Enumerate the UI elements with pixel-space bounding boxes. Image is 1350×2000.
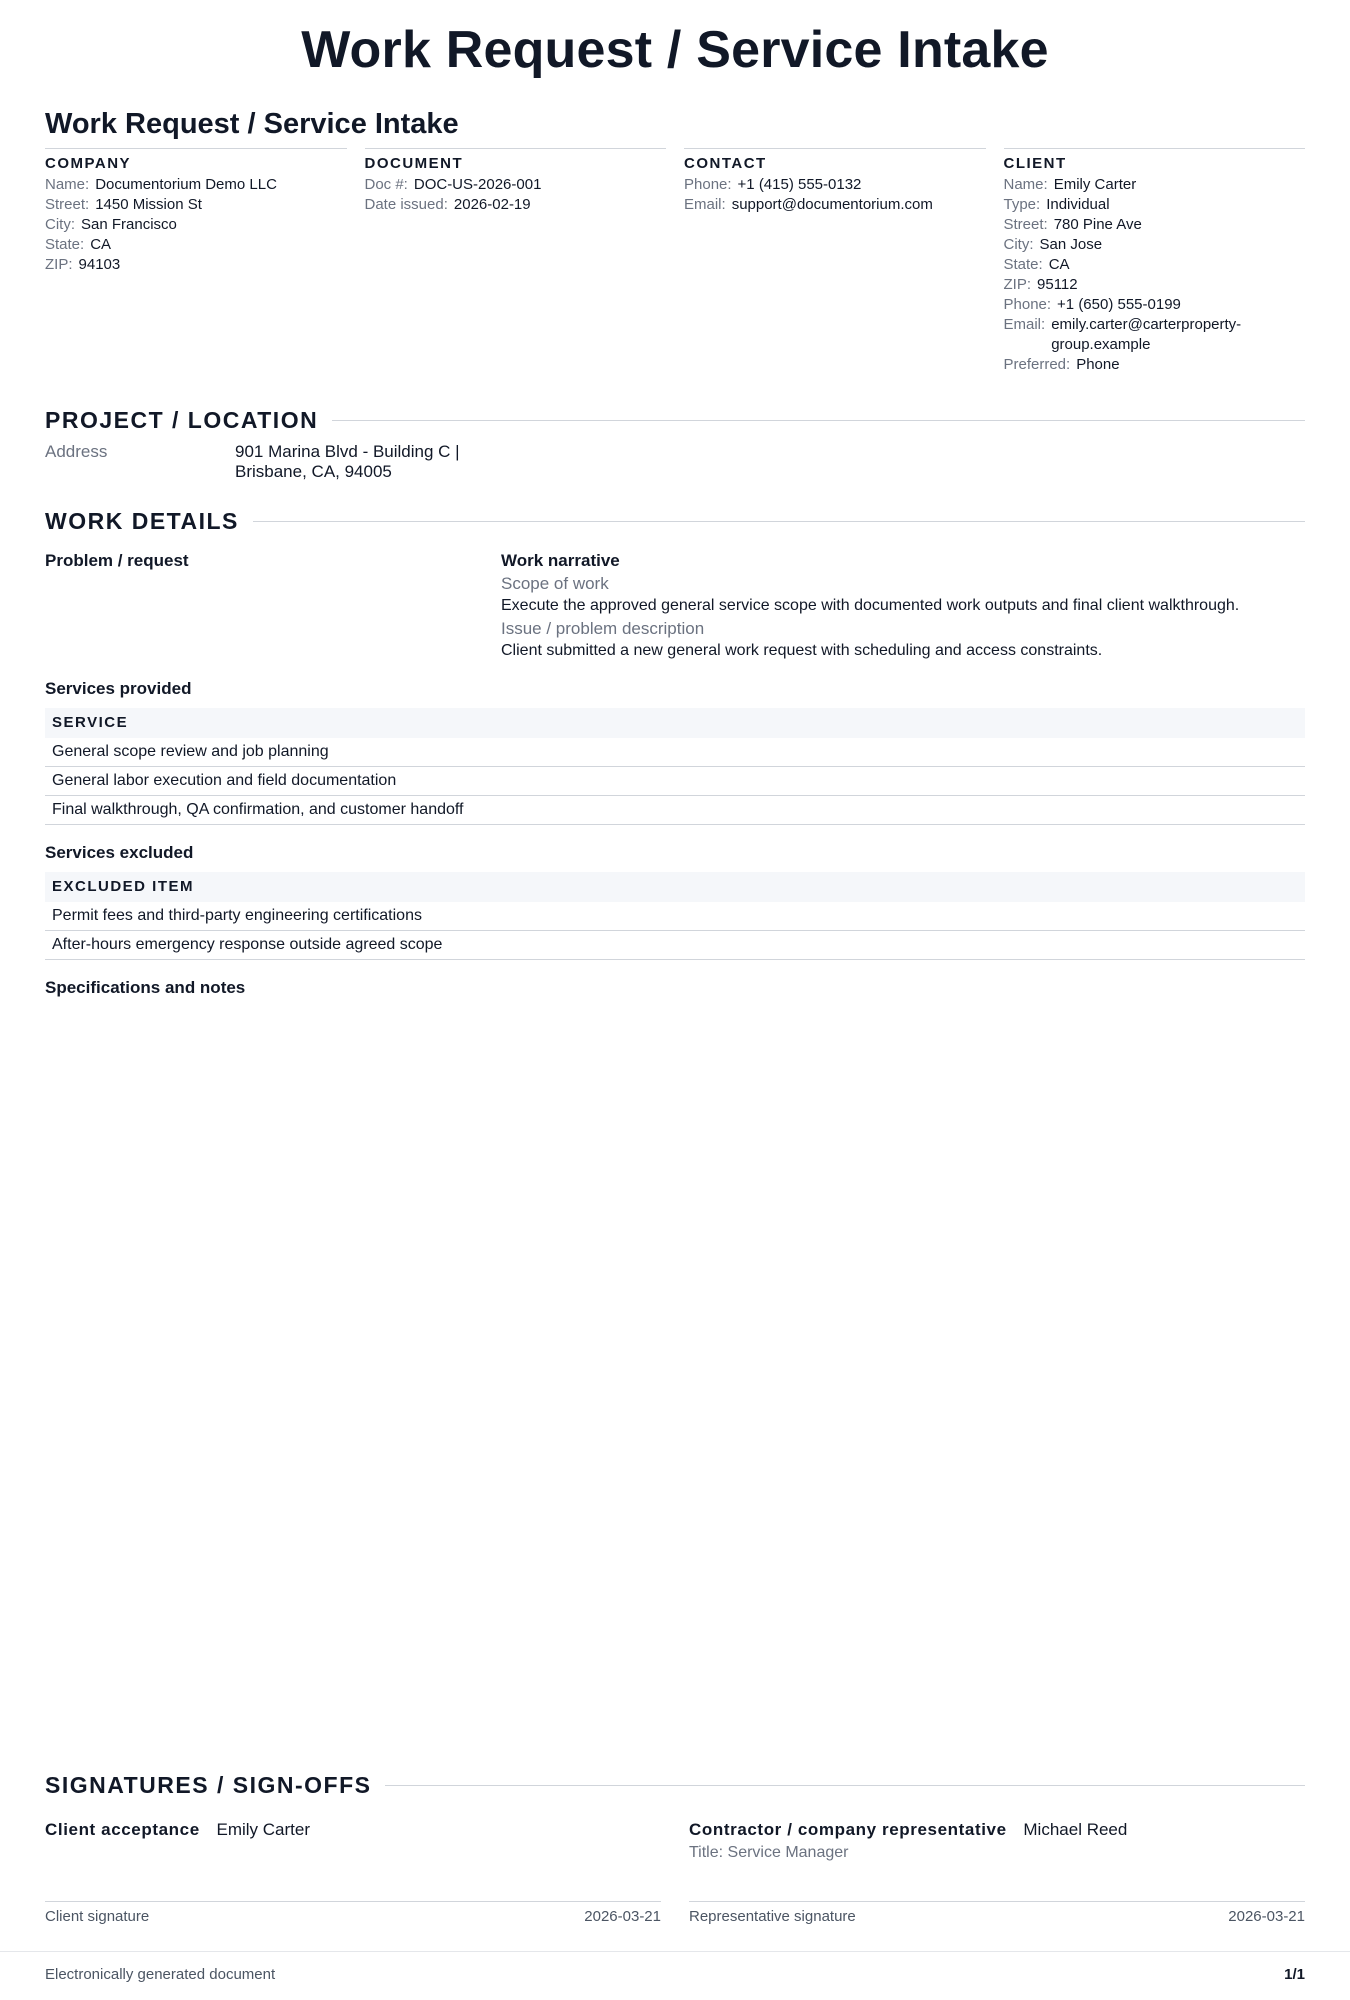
field-label: State: [45,236,85,253]
field-value: emily.carter@carterproperty-group.example [1051,316,1242,353]
field-value: +1 (415) 555-0132 [737,176,862,193]
table-row: After-hours emergency response outside agreed scope [45,931,1305,960]
client-name-row [1004,175,1306,195]
field-value: San Francisco [81,216,177,233]
field-value: 2026-02-19 [453,196,531,213]
field-label: ZIP: [45,256,73,273]
field-label: State: [1003,256,1043,273]
page-footer [0,1951,1350,1983]
issue-label: Issue / problem description [501,619,705,638]
work-details-heading: WORK DETAILS [45,508,239,534]
work-details-grid [45,551,1305,661]
contractor-label: Contractor / company representative [689,1820,1007,1839]
client-state-row [1004,255,1306,275]
client-email-row [1004,315,1306,355]
contractor-signature-block [689,1819,1305,1929]
client-signature-line[interactable] [45,1901,661,1925]
client-street-row [1004,215,1306,235]
contact-email-row [684,195,986,215]
client-block [1004,148,1306,375]
doc-number-row [365,175,667,195]
client-city-row [1004,235,1306,255]
field-label: ZIP: [1003,276,1032,293]
table-row: Permit fees and third-party engineering certifications [45,902,1305,931]
client-signature-label: Client signature [45,1908,150,1925]
contact-phone-row [684,175,986,195]
services-table [45,708,1305,825]
signatures-grid [45,1819,1305,1929]
address-label: Address [45,442,108,461]
field-label: Preferred: [1003,356,1071,373]
field-label: Street: [1003,216,1048,233]
specifications-heading: Specifications and notes [45,978,246,997]
date-issued-row [365,195,667,215]
field-value: 95112 [1037,276,1078,293]
company-zip-row [45,255,347,275]
contact-heading: CONTACT [684,155,767,172]
field-value: Documentorium Demo LLC [95,176,277,193]
field-label: Phone: [684,176,732,193]
table-row: Final walkthrough, QA confirmation, and customer handoff [45,796,1305,825]
excluded-table [45,872,1305,960]
representative-signature-label: Representative signature [689,1908,856,1925]
field-value: CA [1048,256,1070,273]
work-details-section-header [45,508,1305,535]
client-acceptance-row [45,1819,661,1841]
representative-signature-date: 2026-03-21 [1228,1908,1305,1925]
field-label: Phone: [1003,296,1052,313]
document-block [365,148,667,375]
section-divider [332,420,1305,421]
field-label: Date issued: [364,196,448,213]
contractor-signer-name: Michael Reed [1023,1820,1128,1839]
client-preferred-row [1004,355,1306,375]
contact-block [684,148,986,375]
info-grid [45,148,1305,375]
excluded-column-header: EXCLUDED ITEM [45,872,1305,902]
services-provided-heading: Services provided [45,679,192,698]
section-divider [253,521,1305,522]
signatures-section-header [45,1772,1305,1799]
field-label: Doc #: [364,176,408,193]
address-line-1: 901 Marina Blvd - Building C | [235,442,460,461]
client-signature-block [45,1819,661,1929]
signatures-section [45,1772,1305,1929]
field-value: 780 Pine Ave [1053,216,1142,233]
company-heading: COMPANY [45,155,132,172]
project-heading: PROJECT / LOCATION [45,407,319,433]
field-value: San Jose [1039,236,1103,253]
work-narrative [501,551,1305,661]
address-line-2: Brisbane, CA, 94005 [235,462,392,481]
scope-label: Scope of work [501,574,609,593]
client-phone-row [1004,295,1306,315]
field-value: DOC-US-2026-001 [413,176,542,193]
scope-text: Execute the approved general service scope with documented work outputs and final client walkthrough. [501,597,1240,614]
project-section-header [45,407,1305,434]
field-label: Email: [684,196,726,213]
table-row: General scope review and job planning [45,738,1305,767]
company-block [45,148,347,375]
address-value [235,442,460,482]
field-label: Name: [45,176,90,193]
page-title: Work Request / Service Intake [301,21,1049,79]
company-street-row [45,195,347,215]
field-value: 1450 Mission St [95,196,202,213]
client-signer-name: Emily Carter [216,1820,311,1839]
company-name-row [45,175,347,195]
field-value: +1 (650) 555-0199 [1057,296,1181,313]
footer-note: Electronically generated document [45,1966,276,1983]
problem-request-label: Problem / request [45,551,189,570]
page-number: 1/1 [1284,1966,1305,1983]
section-divider [385,1785,1305,1786]
issue-text: Client submitted a new general work request with scheduling and access constraints. [501,642,1103,659]
field-value: support@documentorium.com [731,196,933,213]
company-city-row [45,215,347,235]
field-value: 94103 [78,256,121,273]
company-state-row [45,235,347,255]
client-signature-date: 2026-03-21 [584,1908,661,1925]
representative-signature-line[interactable] [689,1901,1305,1925]
services-column-header: SERVICE [45,708,1305,738]
field-value: CA [90,236,112,253]
document-title: Work Request / Service Intake [45,108,459,140]
field-label: Street: [45,196,90,213]
client-heading: CLIENT [1003,155,1067,172]
services-excluded-heading: Services excluded [45,843,194,862]
field-value: Individual [1046,196,1110,213]
document-body [45,104,1305,998]
contractor-row [689,1819,1305,1841]
field-label: Email: [1003,316,1046,333]
field-label: City: [1003,236,1034,253]
field-label: City: [45,216,75,233]
project-address-row [45,442,1305,482]
signatures-heading: SIGNATURES / SIGN-OFFS [45,1772,372,1798]
field-label: Name: [1003,176,1048,193]
client-acceptance-label: Client acceptance [45,1820,200,1839]
field-label: Type: [1003,196,1041,213]
field-value: Emily Carter [1053,176,1137,193]
field-value: Phone [1076,356,1120,373]
client-zip-row [1004,275,1306,295]
document-heading: DOCUMENT [364,155,464,172]
client-type-row [1004,195,1306,215]
contractor-title: Title: Service Manager [689,1844,849,1861]
table-row: General labor execution and field documentation [45,767,1305,796]
narrative-heading: Work narrative [501,551,620,570]
